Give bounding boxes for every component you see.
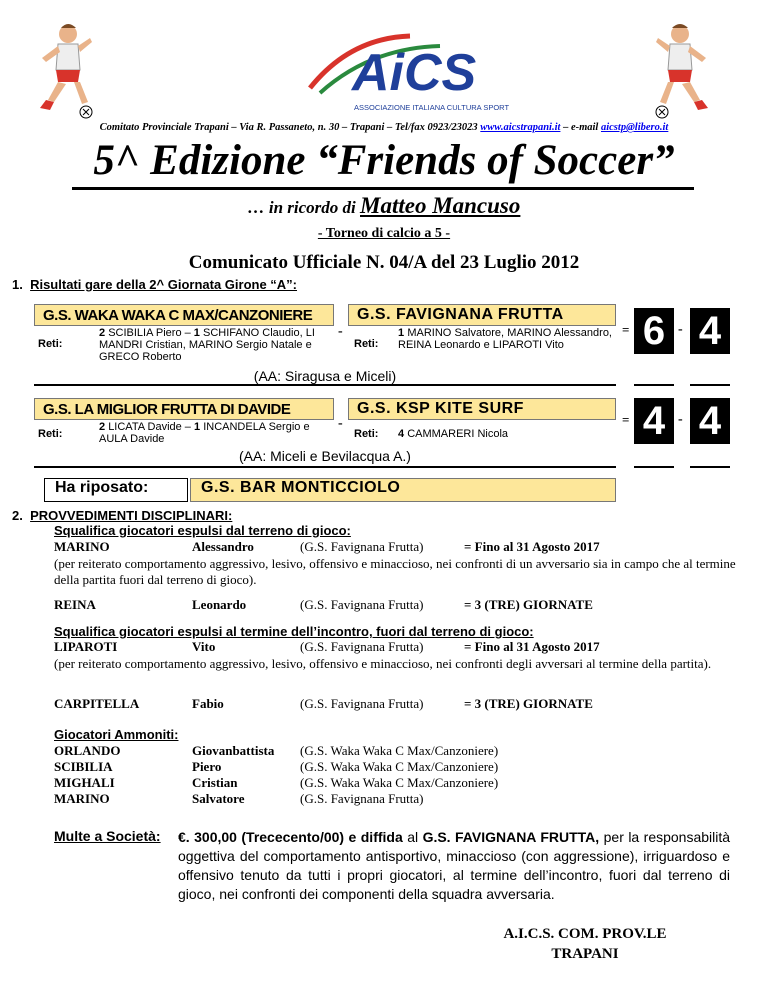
aics-logo bbox=[290, 18, 510, 118]
soccer-player-left-icon bbox=[28, 20, 100, 120]
ammoniti-title: Giocatori Ammoniti: bbox=[54, 727, 179, 742]
sub1-entry1-reason: (per reiterato comportamento aggressivo, lesivo, offensivo e minaccioso, nei confronti di un avversario sia in campo che al termine della partita fuori dal terreno di gioco). bbox=[54, 556, 736, 587]
match2-home-score: 4 bbox=[634, 398, 674, 444]
sub2-entry1-penalty: = Fino al 31 Agosto 2017 bbox=[464, 639, 600, 654]
sub1-entry2-team: (G.S. Favignana Frutta) bbox=[300, 597, 424, 612]
page-title: 5^ Edizione “Friends of Soccer” bbox=[93, 137, 675, 184]
logo-subtitle: ASSOCIAZIONE ITALIANA CULTURA SPORT bbox=[354, 103, 510, 112]
ammonito-4-surname: MARINO bbox=[54, 791, 110, 806]
sub2-entry2-surname: CARPITELLA bbox=[54, 696, 140, 711]
sub1-entry1-name: Alessandro bbox=[192, 539, 254, 554]
match1-score-dash: - bbox=[678, 322, 683, 337]
memorial-line: … in ricordo di Matteo Mancuso bbox=[247, 193, 521, 218]
match2-home-team: G.S. LA MIGLIOR FRUTTA DI DAVIDE bbox=[34, 398, 334, 420]
sub1-entry2-name: Leonardo bbox=[192, 597, 247, 612]
ammonito-3-team: (G.S. Waka Waka C Max/Canzoniere) bbox=[300, 775, 499, 790]
sub2-entry2-team: (G.S. Favignana Frutta) bbox=[300, 696, 424, 711]
memorial-name: Matteo Mancuso bbox=[360, 193, 521, 218]
sub2-entry2-name: Fabio bbox=[192, 696, 224, 711]
match1-home-scorers: 2 SCIBILIA Piero – 1 SCHIFANO Claudio, LI MANDRI Cristian, MARINO Sergio Natale e GRECO Roberto bbox=[99, 327, 315, 363]
sub1-entry1-surname: MARINO bbox=[54, 539, 110, 554]
website-link[interactable]: www.aicstrapani.it bbox=[480, 122, 561, 133]
match2-score-dash: - bbox=[678, 412, 683, 427]
sub2-title: Squalifica giocatori espulsi al termine dell’incontro, fuori dal terreno di gioco: bbox=[54, 624, 534, 639]
sub2-entry1-reason: (per reiterato comportamento aggressivo, lesivo, offensivo e minaccioso, nei confronti degli avversari al termine della partita). bbox=[54, 656, 712, 671]
ammonito-4-name: Salvatore bbox=[192, 791, 245, 806]
email-link[interactable]: aicstp@libero.it bbox=[600, 122, 669, 133]
match1-home-reti-label: Reti: bbox=[38, 338, 63, 350]
section1-title: 1. Risultati gare della 2^ Giornata Girone “A”: bbox=[12, 277, 298, 292]
sub2-entry1-name: Vito bbox=[192, 639, 216, 654]
match2-away-team: G.S. KSP KITE SURF bbox=[348, 398, 616, 420]
sub1-entry2-penalty: = 3 (TRE) GIORNATE bbox=[464, 597, 593, 612]
sub2-entry1-team: (G.S. Favignana Frutta) bbox=[300, 639, 424, 654]
match1-referees: (AA: Siragusa e Miceli) bbox=[253, 368, 397, 384]
match2-home-reti-label: Reti: bbox=[38, 428, 63, 440]
section2-title: 2. PROVVEDIMENTI DISCIPLINARI: bbox=[12, 508, 233, 523]
match1-rule bbox=[34, 384, 616, 386]
match2-score-rule-away bbox=[690, 466, 730, 468]
match2-away-score: 4 bbox=[690, 398, 730, 444]
match1-score-rule-home bbox=[634, 384, 674, 386]
sub2-entry2-penalty: = 3 (TRE) GIORNATE bbox=[464, 696, 593, 711]
match2-score-rule-home bbox=[634, 466, 674, 468]
match2-equals: = bbox=[622, 412, 630, 427]
match2-rule bbox=[34, 466, 616, 468]
sub1-entry1-penalty: = Fino al 31 Agosto 2017 bbox=[464, 539, 600, 554]
match1-away-team: G.S. FAVIGNANA FRUTTA bbox=[348, 304, 616, 326]
ammonito-1-name: Giovanbattista bbox=[192, 743, 275, 758]
match1-away-reti-label: Reti: bbox=[354, 338, 379, 350]
match2-away-reti-label: Reti: bbox=[354, 428, 379, 440]
sub1-title: Squalifica giocatori espulsi dal terreno di gioco: bbox=[54, 523, 351, 538]
sub2-entry1-surname: LIPAROTI bbox=[54, 639, 118, 654]
match2-home-scorers: 2 LICATA Davide – 1 INCANDELA Sergio e AULA Davide bbox=[99, 421, 310, 445]
match2-separator: - bbox=[338, 416, 343, 431]
ammonito-2-surname: SCIBILIA bbox=[54, 759, 113, 774]
title-rule bbox=[72, 187, 694, 190]
match2-referees: (AA: Miceli e Bevilacqua A.) bbox=[239, 448, 411, 464]
info-line: Comitato Provinciale Trapani – Via R. Passaneto, n. 30 – Trapani – Tel/fax 0923/23023 www.aicstrapani.it – e-mail aicstp@libero.it bbox=[99, 122, 669, 133]
ammonito-3-name: Cristian bbox=[192, 775, 238, 790]
ammonito-2-team: (G.S. Waka Waka C Max/Canzoniere) bbox=[300, 759, 499, 774]
svg-text:AiCS: AiCS bbox=[352, 44, 477, 102]
match1-equals: = bbox=[622, 322, 630, 337]
sub1-entry1-team: (G.S. Favignana Frutta) bbox=[300, 539, 424, 554]
multe-text: €. 300,00 (Trececento/00) e diffida al G.S. FAVIGNANA FRUTTA, per la responsabilità oggettiva del comportamento antisportivo, minaccioso (con aggressione), irriguardoso e offensivo tenuto da tutti i propri giocatori, al termine dell’incontro, fuori dal terreno di gioco, nei confronti dei componenti della squadra avversaria. bbox=[178, 829, 731, 902]
rest-label-box: Ha riposato: bbox=[44, 478, 188, 502]
match1-away-scorers: 1 MARINO Salvatore, MARINO Alessandro, REINA Leonardo e LIPAROTI Vito bbox=[398, 327, 612, 351]
ammonito-1-surname: ORLANDO bbox=[54, 743, 121, 758]
comunicato-title: Comunicato Ufficiale N. 04/A del 23 Luglio 2012 bbox=[188, 252, 580, 273]
match1-home-score: 6 bbox=[634, 308, 674, 354]
multe-label: Multe a Società: bbox=[54, 828, 161, 844]
match1-home-team: G.S. WAKA WAKA C MAX/CANZONIERE bbox=[34, 304, 334, 326]
match2-away-scorers: 4 CAMMARERI Nicola bbox=[398, 428, 509, 440]
subtitle: - Torneo di calcio a 5 - bbox=[317, 226, 451, 241]
match1-away-score: 4 bbox=[690, 308, 730, 354]
match1-score-rule-away bbox=[690, 384, 730, 386]
ammonito-4-team: (G.S. Favignana Frutta) bbox=[300, 791, 424, 806]
soccer-player-right-icon bbox=[648, 20, 720, 120]
ammonito-2-name: Piero bbox=[192, 759, 222, 774]
match1-separator: - bbox=[338, 324, 343, 339]
signature-line2: TRAPANI bbox=[551, 946, 619, 962]
signature-line1: A.I.C.S. COM. PROV.LE bbox=[503, 926, 667, 942]
sub1-entry2-surname: REINA bbox=[54, 597, 96, 612]
ammonito-1-team: (G.S. Waka Waka C Max/Canzoniere) bbox=[300, 743, 499, 758]
ammonito-3-surname: MIGHALI bbox=[54, 775, 115, 790]
rest-team-box: G.S. BAR MONTICCIOLO bbox=[190, 478, 616, 502]
